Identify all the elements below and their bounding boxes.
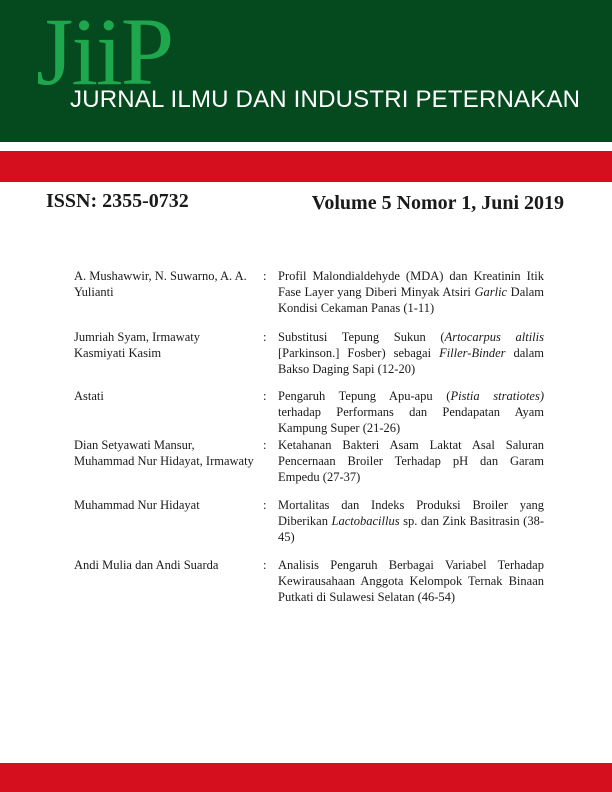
journal-logo: JiiP [36, 0, 173, 105]
toc-colon: : [263, 330, 267, 344]
toc-title [278, 557, 544, 605]
toc-title-part-italic: Pistia stratiotes) [450, 389, 544, 403]
toc-title [278, 497, 544, 545]
toc-title-part: Ketahanan Bakteri Asam Laktat Asal Saluran Pencernaan Broiler Terhadap pH dan Garam Empedu (27-37) [278, 438, 544, 484]
toc-title-part-italic: Lactobacillus [331, 514, 400, 528]
toc-title-part: Analisis Pengaruh Berbagai Variabel Terhadap Kewirausahaan Anggota Kelompok Ternak Binaan Putkati di Sulawesi Selatan (46-54) [278, 558, 544, 604]
bottom-red-band [0, 763, 612, 792]
toc-authors: Jumriah Syam, Irmawaty Kasmiyati Kasim [74, 330, 201, 360]
toc-authors: A. Mushawwir, N. Suwarno, A. A. Yulianti [74, 269, 247, 299]
toc-title [278, 388, 544, 436]
toc-colon: : [263, 389, 267, 403]
journal-header [0, 0, 612, 142]
header-divider [0, 142, 612, 151]
toc-title [278, 437, 544, 485]
toc-colon: : [263, 269, 267, 283]
toc-title-part: Substitusi Tepung Sukun ( [278, 330, 445, 344]
toc-title [278, 329, 544, 377]
journal-name: JURNAL ILMU DAN INDUSTRI PETERNAKAN [70, 86, 581, 113]
toc-title-part: terhadap Performans dan Pendapatan Ayam Kampung Super (21-26) [278, 405, 544, 435]
volume-label: Volume 5 Nomor 1, Juni 2019 [311, 192, 564, 214]
issn-label: ISSN: 2355-0732 [46, 190, 189, 212]
toc-authors: Astati [74, 389, 104, 403]
toc-colon: : [263, 438, 267, 452]
toc-title-part: Mortalitas dan Indeks Produksi Broiler yang Diberikan [278, 498, 544, 528]
toc-title-part: [Parkinson.] Fosber) sebagai [278, 346, 440, 360]
toc-title-part-italic: Filler-Binder [439, 346, 506, 360]
toc-title-part: Profil Malondialdehyde (MDA) dan Kreatinin Itik Fase Layer yang Diberi Minyak Atsiri [278, 269, 544, 299]
toc-colon: : [263, 498, 267, 512]
toc-title-part-italic: Artocarpus altilis [444, 330, 544, 344]
toc-title [278, 268, 544, 316]
top-red-band [0, 151, 612, 182]
toc-title-part: Dalam Kondisi Cekaman Panas (1-11) [278, 285, 544, 315]
toc-authors: Muhammad Nur Hidayat [74, 498, 200, 512]
toc-title-part: dalam Bakso Daging Sapi (12-20) [278, 346, 545, 376]
toc-title-part: Pengaruh Tepung Apu-apu ( [278, 389, 451, 403]
toc-title-part-italic: Garlic [474, 285, 508, 299]
toc-colon: : [263, 558, 267, 572]
toc-title-part: sp. dan Zink Basitrasin (38-45) [278, 514, 545, 544]
toc-authors: Dian Setyawati Mansur, Muhammad Nur Hidayat, Irmawaty [74, 438, 254, 468]
toc-authors: Andi Mulia dan Andi Suarda [74, 558, 219, 572]
